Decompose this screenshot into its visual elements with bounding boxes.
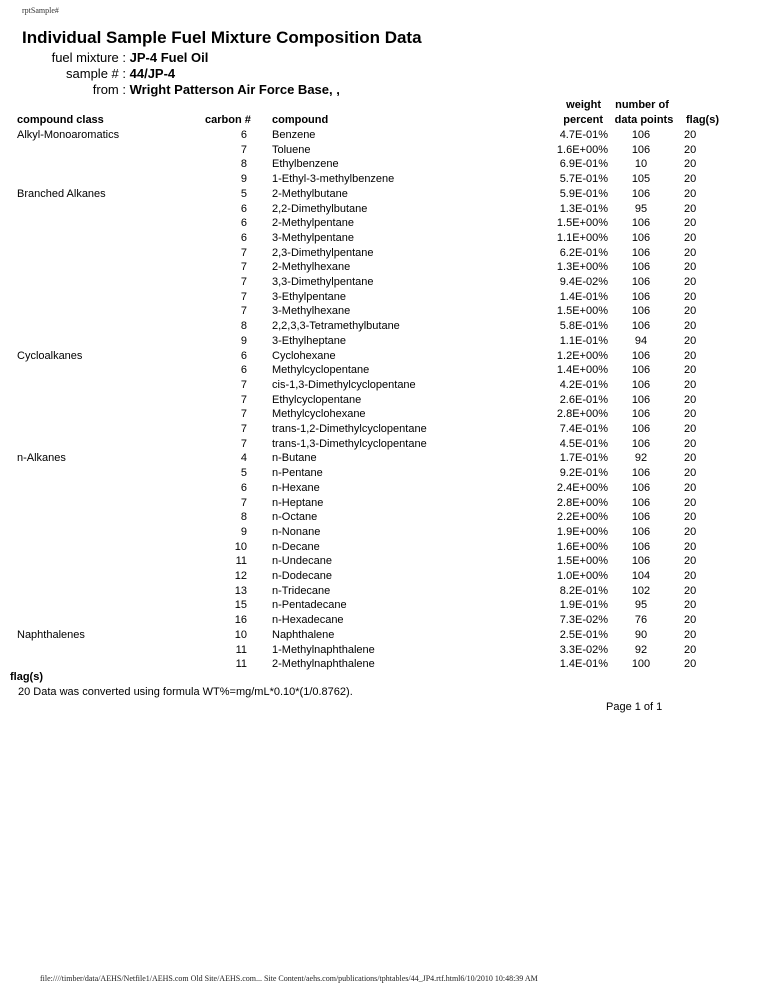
carbon-number-cell: 15: [234, 599, 247, 612]
flag-cell: 20: [684, 187, 697, 200]
weight-percent-cell: 1.5E+00%: [556, 217, 608, 230]
carbon-number-cell: 6: [240, 364, 247, 377]
flag-cell: 20: [684, 452, 697, 465]
compound-name-cell: 2,2,3,3-Tetramethylbutane: [272, 320, 400, 333]
carbon-number-cell: 11: [235, 643, 247, 656]
data-points-cell: 102: [631, 584, 651, 597]
weight-percent-cell: 4.5E-01%: [559, 437, 608, 450]
compound-name-cell: trans-1,2-Dimethylcyclopentane: [272, 423, 427, 435]
table-row: [0, 584, 768, 599]
table-row: [0, 569, 768, 584]
carbon-number-cell: 8: [240, 158, 247, 171]
data-points-cell: 106: [631, 276, 651, 288]
weight-percent-cell: 9.2E-01%: [559, 467, 608, 480]
meta-fuel-mixture: [0, 50, 208, 65]
carbon-number-cell: 12: [234, 570, 247, 582]
compound-name-cell: Toluene: [272, 143, 311, 156]
carbon-number-cell: 11: [235, 555, 247, 568]
table-row: [0, 246, 768, 261]
flag-cell: 20: [684, 129, 697, 141]
compound-class-cell: Naphthalenes: [17, 628, 85, 641]
carbon-number-cell: 7: [240, 143, 247, 156]
compound-name-cell: n-Nonane: [272, 525, 321, 538]
compound-name-cell: 3-Methylhexane: [272, 305, 351, 318]
table-row: [0, 378, 768, 393]
carbon-number-cell: 13: [234, 584, 247, 597]
data-points-cell: 100: [631, 658, 651, 671]
compound-name-cell: n-Decane: [272, 540, 320, 553]
table-row: [0, 451, 768, 466]
weight-percent-cell: 5.7E-01%: [559, 173, 608, 186]
table-row: [0, 157, 768, 172]
meta-from: [0, 82, 340, 97]
carbon-number-cell: 9: [240, 525, 247, 538]
flag-cell: 20: [684, 261, 697, 274]
data-points-cell: 106: [631, 555, 651, 568]
meta-value: 44/JP-4: [129, 66, 176, 81]
compound-name-cell: n-Hexane: [272, 481, 320, 494]
table-row: [0, 481, 768, 496]
flag-cell: 20: [684, 496, 697, 509]
weight-percent-cell: 1.7E-01%: [559, 452, 608, 465]
meta-value: Wright Patterson Air Force Base, ,: [129, 82, 340, 97]
compound-name-cell: 2-Methylhexane: [272, 261, 351, 274]
meta-value: JP-4 Fuel Oil: [129, 50, 209, 65]
carbon-number-cell: 7: [240, 305, 247, 318]
data-points-cell: 106: [631, 231, 651, 244]
flag-cell: 20: [684, 158, 697, 171]
header-compound: compound: [272, 114, 329, 126]
carbon-number-cell: 5: [240, 187, 247, 200]
header-flags: flag(s): [686, 114, 719, 126]
table-row: [0, 290, 768, 305]
flag-cell: 20: [684, 481, 697, 494]
data-points-cell: 106: [631, 349, 651, 362]
weight-percent-cell: 1.2E+00%: [556, 349, 608, 362]
data-points-cell: 106: [631, 217, 651, 230]
data-points-cell: 106: [631, 246, 651, 259]
data-points-cell: 94: [634, 334, 648, 347]
flag-cell: 20: [684, 393, 697, 406]
weight-percent-cell: 4.7E-01%: [559, 129, 608, 141]
header-weight-line2: percent: [563, 114, 603, 126]
data-points-cell: 95: [634, 599, 648, 612]
page-title: Individual Sample Fuel Mixture Composition Data: [22, 28, 422, 47]
flag-cell: 20: [684, 320, 697, 333]
data-points-cell: 106: [631, 511, 651, 524]
weight-percent-cell: 1.6E+00%: [556, 540, 608, 553]
carbon-number-cell: 11: [235, 658, 247, 671]
carbon-number-cell: 10: [234, 540, 247, 553]
compound-name-cell: 2,3-Dimethylpentane: [272, 246, 374, 259]
compound-name-cell: Ethylbenzene: [272, 158, 339, 171]
compound-name-cell: n-Hexadecane: [272, 614, 344, 627]
flag-cell: 20: [684, 570, 697, 582]
flag-cell: 20: [684, 231, 697, 244]
carbon-number-cell: 7: [240, 276, 247, 288]
data-points-cell: 106: [631, 305, 651, 318]
data-points-cell: 106: [631, 525, 651, 538]
weight-percent-cell: 5.9E-01%: [559, 187, 608, 200]
data-points-cell: 106: [631, 496, 651, 509]
carbon-number-cell: 7: [240, 290, 247, 303]
flag-cell: 20: [684, 599, 697, 612]
header-compound-class: compound class: [17, 114, 104, 126]
flag-cell: 20: [684, 305, 697, 318]
flag-cell: 20: [684, 173, 697, 186]
carbon-number-cell: 9: [240, 173, 247, 186]
flag-cell: 20: [684, 143, 697, 156]
data-points-cell: 106: [631, 481, 651, 494]
table-row: [0, 540, 768, 555]
compound-name-cell: cis-1,3-Dimethylcyclopentane: [272, 378, 416, 391]
carbon-number-cell: 8: [240, 320, 247, 333]
table-row: [0, 613, 768, 628]
carbon-number-cell: 7: [240, 423, 247, 435]
compound-name-cell: n-Butane: [272, 452, 317, 465]
weight-percent-cell: 1.5E+00%: [556, 305, 608, 318]
flag-cell: 20: [684, 290, 697, 303]
weight-percent-cell: 3.3E-02%: [559, 643, 608, 656]
table-row: [0, 349, 768, 364]
table-row: [0, 510, 768, 525]
weight-percent-cell: 1.0E+00%: [556, 570, 608, 582]
flag-cell: 20: [684, 364, 697, 377]
data-points-cell: 104: [631, 570, 651, 582]
compound-name-cell: Benzene: [272, 129, 316, 141]
document-tab-title: rptSample#: [22, 6, 59, 15]
carbon-number-cell: 6: [240, 349, 247, 362]
compound-name-cell: n-Pentane: [272, 467, 323, 480]
compound-name-cell: 1-Ethyl-3-methylbenzene: [272, 173, 395, 186]
weight-percent-cell: 1.5E+00%: [556, 555, 608, 568]
carbon-number-cell: 7: [240, 378, 247, 391]
carbon-number-cell: 4: [240, 452, 247, 465]
table-row: [0, 363, 768, 378]
compound-name-cell: 2,2-Dimethylbutane: [272, 202, 368, 215]
carbon-number-cell: 7: [240, 261, 247, 274]
carbon-number-cell: 8: [240, 511, 247, 524]
weight-percent-cell: 2.2E+00%: [556, 511, 608, 524]
data-points-cell: 106: [631, 129, 651, 141]
data-points-cell: 106: [631, 423, 651, 435]
flag-note: 20 Data was converted using formula WT%=mg/mL*0.10*(1/0.8762).: [18, 686, 353, 698]
meta-label: from :: [92, 82, 126, 97]
compound-name-cell: Methylcyclopentane: [272, 364, 370, 377]
weight-percent-cell: 1.9E-01%: [559, 599, 608, 612]
flag-cell: 20: [684, 628, 697, 641]
flag-cell: 20: [684, 378, 697, 391]
compound-class-cell: n-Alkanes: [17, 452, 66, 465]
table-row: [0, 172, 768, 187]
weight-percent-cell: 1.3E+00%: [556, 261, 608, 274]
data-points-cell: 105: [631, 173, 651, 186]
compound-class-cell: Cycloalkanes: [17, 349, 83, 362]
data-points-cell: 76: [634, 614, 648, 627]
weight-percent-cell: 4.2E-01%: [559, 378, 608, 391]
weight-percent-cell: 1.4E-01%: [559, 290, 608, 303]
compound-name-cell: 2-Methylbutane: [272, 187, 348, 200]
carbon-number-cell: 7: [240, 437, 247, 450]
compound-class-cell: Branched Alkanes: [17, 187, 106, 200]
weight-percent-cell: 7.3E-02%: [559, 614, 608, 627]
table-row: [0, 598, 768, 613]
data-points-cell: 106: [631, 261, 651, 274]
compound-name-cell: Ethylcyclopentane: [272, 393, 362, 406]
compound-name-cell: 3-Ethylheptane: [272, 334, 346, 347]
flag-cell: 20: [684, 511, 697, 524]
data-points-cell: 10: [634, 158, 648, 171]
data-points-cell: 106: [631, 290, 651, 303]
flag-cell: 20: [684, 217, 697, 230]
weight-percent-cell: 2.4E+00%: [556, 481, 608, 494]
header-points-line1: number of: [615, 99, 669, 111]
table-row: [0, 466, 768, 481]
flag-cell: 20: [684, 408, 697, 421]
data-points-cell: 106: [631, 364, 651, 377]
meta-label: fuel mixture :: [51, 50, 126, 65]
flag-cell: 20: [684, 437, 697, 450]
table-row: [0, 319, 768, 334]
table-row: [0, 657, 768, 672]
weight-percent-cell: 5.8E-01%: [559, 320, 608, 333]
data-points-cell: 106: [631, 378, 651, 391]
flag-cell: 20: [684, 658, 697, 671]
table-row: [0, 643, 768, 658]
flag-cell: 20: [684, 423, 697, 435]
flag-cell: 20: [684, 349, 697, 362]
footer-url: file:////timber/data/AEHS/Netfile1/AEHS.com Old Site/AEHS.com... Site Content/aehs.com/publications/tphtables/44_JP4.rtf.html6/10/2010 10:48:39 AM: [40, 974, 538, 983]
table-row: [0, 202, 768, 217]
table-row: [0, 334, 768, 349]
table-row: [0, 496, 768, 511]
flag-cell: 20: [684, 540, 697, 553]
compound-name-cell: n-Heptane: [272, 496, 324, 509]
carbon-number-cell: 7: [240, 496, 247, 509]
compound-name-cell: Methylcyclohexane: [272, 408, 366, 421]
data-points-cell: 106: [631, 540, 651, 553]
compound-name-cell: 3-Ethylpentane: [272, 290, 346, 303]
flag-cell: 20: [684, 246, 697, 259]
flag-cell: 20: [684, 334, 697, 347]
table-row: [0, 128, 768, 143]
table-row: [0, 216, 768, 231]
flag-cell: 20: [684, 555, 697, 568]
weight-percent-cell: 2.8E+00%: [556, 408, 608, 421]
weight-percent-cell: 7.4E-01%: [559, 423, 608, 435]
compound-name-cell: n-Pentadecane: [272, 599, 347, 612]
table-row: [0, 231, 768, 246]
carbon-number-cell: 7: [240, 246, 247, 259]
flag-cell: 20: [684, 467, 697, 480]
header-weight-line1: weight: [566, 99, 601, 111]
weight-percent-cell: 1.1E-01%: [559, 334, 608, 347]
data-points-cell: 106: [631, 467, 651, 480]
table-row: [0, 422, 768, 437]
flags-section-title: flag(s): [10, 671, 43, 683]
table-row: [0, 554, 768, 569]
data-points-cell: 106: [631, 143, 651, 156]
flag-cell: 20: [684, 202, 697, 215]
meta-sample-number: [0, 66, 175, 81]
flag-cell: 20: [684, 584, 697, 597]
compound-name-cell: Naphthalene: [272, 628, 335, 641]
compound-name-cell: 3-Methylpentane: [272, 231, 354, 244]
flag-cell: 20: [684, 643, 697, 656]
data-points-cell: 106: [631, 408, 651, 421]
table-row: [0, 393, 768, 408]
weight-percent-cell: 1.1E+00%: [556, 231, 608, 244]
compound-name-cell: n-Undecane: [272, 555, 332, 568]
carbon-number-cell: 10: [234, 628, 247, 641]
header-points-line2: data points: [614, 114, 674, 126]
compound-name-cell: Cyclohexane: [272, 349, 336, 362]
compound-class-cell: Alkyl-Monoaromatics: [17, 129, 120, 141]
compound-name-cell: 2-Methylnaphthalene: [272, 658, 375, 671]
table-row: [0, 437, 768, 452]
header-carbon-number: carbon #: [205, 114, 251, 126]
carbon-number-cell: 7: [240, 408, 247, 421]
table-row: [0, 407, 768, 422]
compound-name-cell: 3,3-Dimethylpentane: [272, 276, 374, 288]
flag-cell: 20: [684, 276, 697, 288]
weight-percent-cell: 8.2E-01%: [559, 584, 608, 597]
weight-percent-cell: 1.4E-01%: [559, 658, 608, 671]
weight-percent-cell: 1.6E+00%: [556, 143, 608, 156]
weight-percent-cell: 2.5E-01%: [559, 628, 608, 641]
meta-label: sample # :: [66, 66, 126, 81]
weight-percent-cell: 2.8E+00%: [556, 496, 608, 509]
carbon-number-cell: 6: [240, 202, 247, 215]
page-number: Page 1 of 1: [606, 701, 663, 713]
compound-name-cell: n-Dodecane: [272, 570, 332, 582]
data-points-cell: 106: [631, 320, 651, 333]
compound-name-cell: n-Octane: [272, 511, 318, 524]
carbon-number-cell: 5: [240, 467, 247, 480]
data-points-cell: 90: [634, 628, 648, 641]
weight-percent-cell: 9.4E-02%: [559, 276, 608, 288]
table-row: [0, 143, 768, 158]
flag-cell: 20: [684, 614, 697, 627]
compound-name-cell: 2-Methylpentane: [272, 217, 354, 230]
data-points-cell: 95: [634, 202, 648, 215]
flag-cell: 20: [684, 525, 697, 538]
table-row: [0, 275, 768, 290]
data-points-cell: 92: [634, 643, 648, 656]
weight-percent-cell: 2.6E-01%: [559, 393, 608, 406]
data-points-cell: 92: [634, 452, 648, 465]
weight-percent-cell: 6.9E-01%: [559, 158, 608, 171]
compound-name-cell: 1-Methylnaphthalene: [272, 643, 375, 656]
weight-percent-cell: 6.2E-01%: [559, 246, 608, 259]
compound-name-cell: trans-1,3-Dimethylcyclopentane: [272, 437, 427, 450]
data-points-cell: 106: [631, 437, 651, 450]
carbon-number-cell: 9: [240, 334, 247, 347]
carbon-number-cell: 6: [240, 231, 247, 244]
table-row: [0, 187, 768, 202]
weight-percent-cell: 1.9E+00%: [556, 525, 608, 538]
weight-percent-cell: 1.3E-01%: [559, 202, 608, 215]
data-points-cell: 106: [631, 393, 651, 406]
carbon-number-cell: 6: [240, 217, 247, 230]
carbon-number-cell: 6: [240, 129, 247, 141]
data-points-cell: 106: [631, 187, 651, 200]
compound-name-cell: n-Tridecane: [272, 584, 331, 597]
table-row: [0, 304, 768, 319]
carbon-number-cell: 7: [240, 393, 247, 406]
table-row: [0, 628, 768, 643]
table-row: [0, 525, 768, 540]
weight-percent-cell: 1.4E+00%: [556, 364, 608, 377]
carbon-number-cell: 6: [240, 481, 247, 494]
carbon-number-cell: 16: [234, 614, 247, 627]
table-row: [0, 260, 768, 275]
